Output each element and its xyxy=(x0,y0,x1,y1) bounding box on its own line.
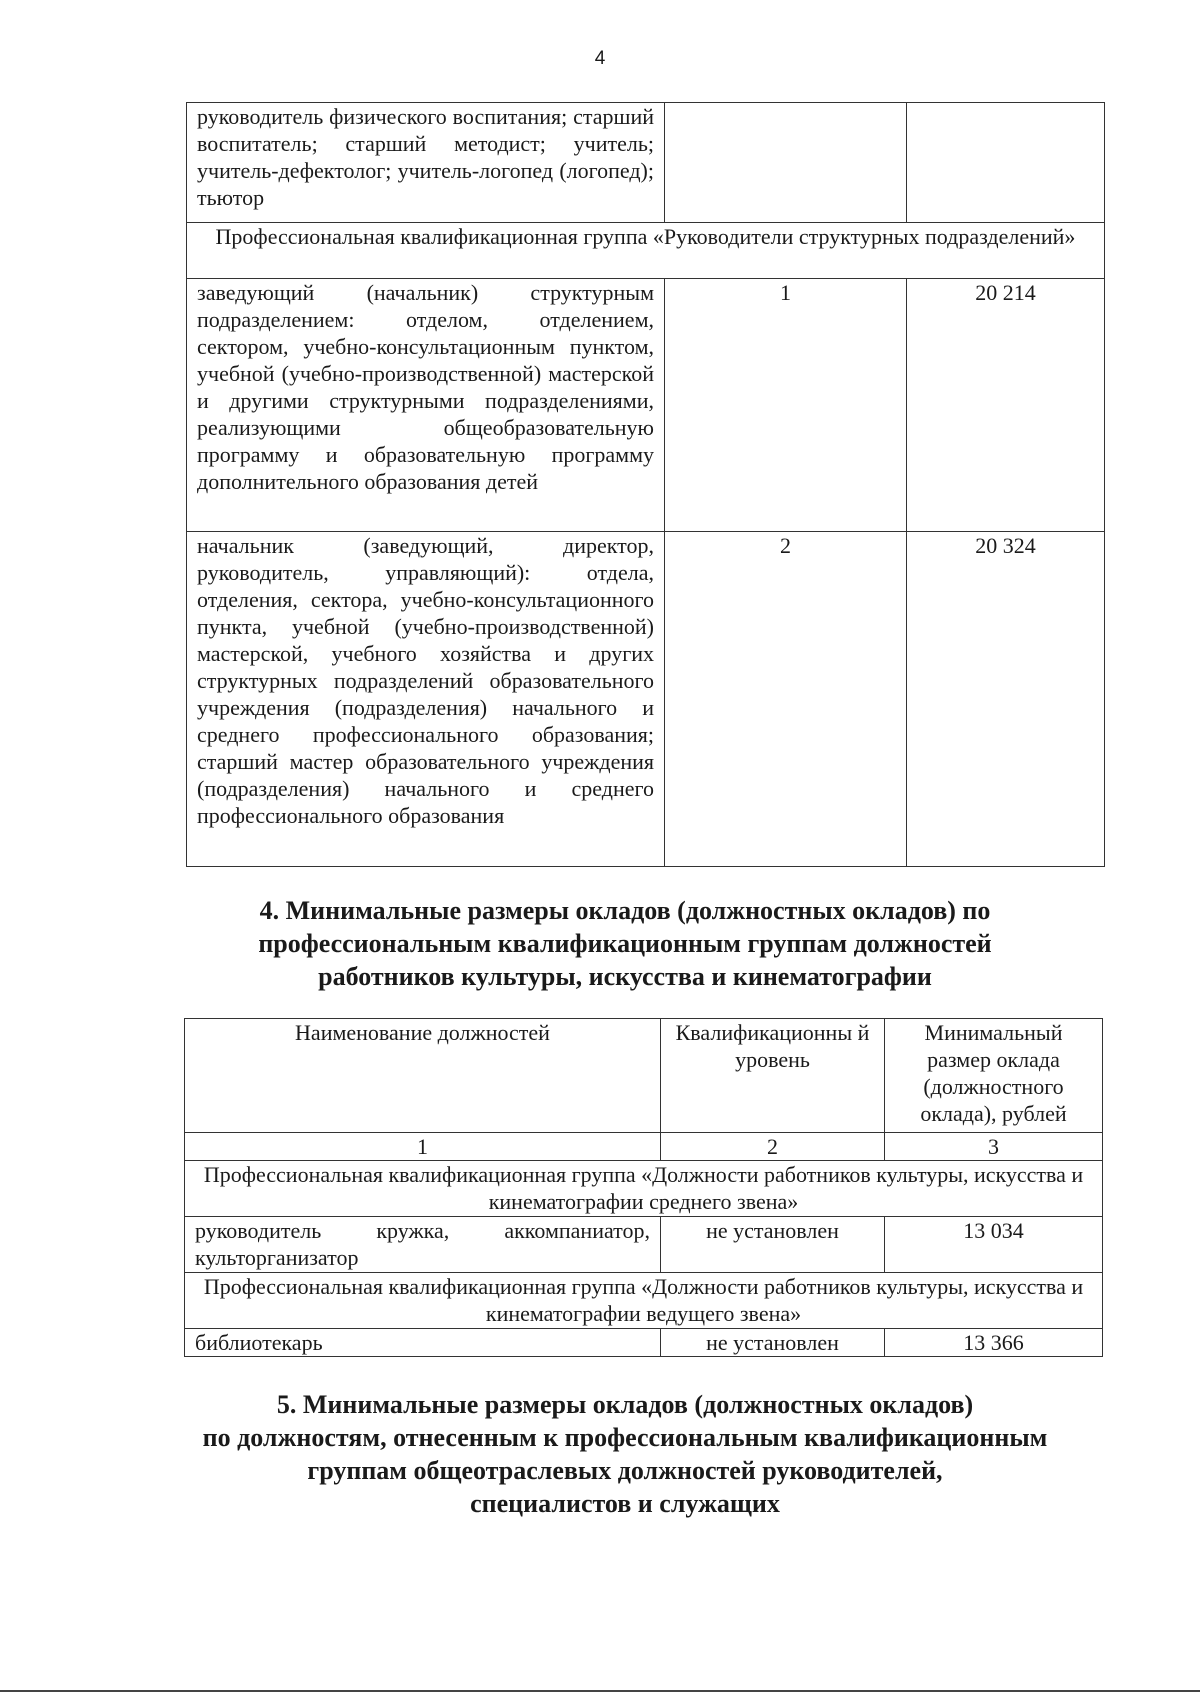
table-row xyxy=(185,1329,1103,1357)
group-row xyxy=(187,223,1105,279)
section-5-heading-line: 5. Минимальные размеры окладов (должностных окладов) xyxy=(276,1390,974,1419)
qualification-group-title: Профессиональная квалификационная группа «Должности работников культуры, искусства и кинематографии среднего звена» xyxy=(185,1161,1103,1217)
table-row xyxy=(185,1217,1103,1273)
qualification-level-cell xyxy=(665,103,907,223)
section-4-heading-line: 4. Минимальные размеры окладов (должностных окладов) по xyxy=(259,896,991,925)
header-row xyxy=(185,1019,1103,1133)
section-5-heading-line: по должностям, отнесенным к профессиональным квалификационным xyxy=(202,1423,1048,1452)
culture-salary-table xyxy=(184,1018,1103,1357)
salary-cell xyxy=(907,103,1105,223)
section-4-heading xyxy=(150,894,1100,993)
salary-table-continued xyxy=(186,102,1105,867)
header-min-salary: Минимальный размер оклада (должностного оклада), рублей xyxy=(885,1019,1103,1133)
section-5-heading xyxy=(150,1388,1100,1520)
column-number: 3 xyxy=(885,1133,1103,1161)
position-name-cell: заведующий (начальник) структурным подразделением: отделом, отделением, сектором, учебно-консультационным пунктом, учебной (учебно-производственной) мастерской и другими структурными подразделениями, реализующими общеобразовательную программу и образовательную программу дополнительного образования детей xyxy=(187,279,665,532)
column-number: 1 xyxy=(185,1133,661,1161)
section-5-heading-line: специалистов и служащих xyxy=(470,1489,780,1518)
salary-cell: 20 214 xyxy=(907,279,1105,532)
qualification-level-cell: 2 xyxy=(665,532,907,867)
position-name-cell: начальник (заведующий, директор, руководитель, управляющий): отдела, отделения, сектора, учебно-консультационного пункта, учебной (учебно-производственной) мастерской, учебного хозяйства и других структурных подразделений образовательного учреждения (подразделения) начального и среднего профессионального образования; старший мастер образовательного учреждения (подразделения) начального и среднего профессионального образования xyxy=(187,532,665,867)
qualification-level-cell: 1 xyxy=(665,279,907,532)
qualification-level-cell: не установлен xyxy=(661,1217,885,1273)
column-number: 2 xyxy=(661,1133,885,1161)
header-qualification-level: Квалификационны й уровень xyxy=(661,1019,885,1133)
column-number-row xyxy=(185,1133,1103,1161)
group-row xyxy=(185,1273,1103,1329)
qualification-group-title: Профессиональная квалификационная группа «Руководители структурных подразделений» xyxy=(187,223,1105,279)
group-row xyxy=(185,1161,1103,1217)
position-name-cell: руководитель физического воспитания; старший воспитатель; старший методист; учитель; учитель-дефектолог; учитель-логопед (логопед); тьютор xyxy=(187,103,665,223)
qualification-level-cell: не установлен xyxy=(661,1329,885,1357)
table-row xyxy=(187,279,1105,532)
table-row xyxy=(187,103,1105,223)
salary-cell: 20 324 xyxy=(907,532,1105,867)
position-name-cell: руководитель кружка, аккомпаниатор, культорганизатор xyxy=(185,1217,661,1273)
salary-cell: 13 034 xyxy=(885,1217,1103,1273)
header-position-name: Наименование должностей xyxy=(185,1019,661,1133)
page-bottom-rule xyxy=(0,1690,1200,1692)
salary-cell: 13 366 xyxy=(885,1329,1103,1357)
page-number: 4 xyxy=(594,48,606,69)
section-4-heading-line: работников культуры, искусства и кинематографии xyxy=(318,962,932,991)
table-row xyxy=(187,532,1105,867)
section-5-heading-line: группам общеотраслевых должностей руководителей, xyxy=(307,1456,943,1485)
qualification-group-title: Профессиональная квалификационная группа «Должности работников культуры, искусства и кинематографии ведущего звена» xyxy=(185,1273,1103,1329)
section-4-heading-line: профессиональным квалификационным группам должностей xyxy=(258,929,992,958)
position-name-cell: библиотекарь xyxy=(185,1329,661,1357)
